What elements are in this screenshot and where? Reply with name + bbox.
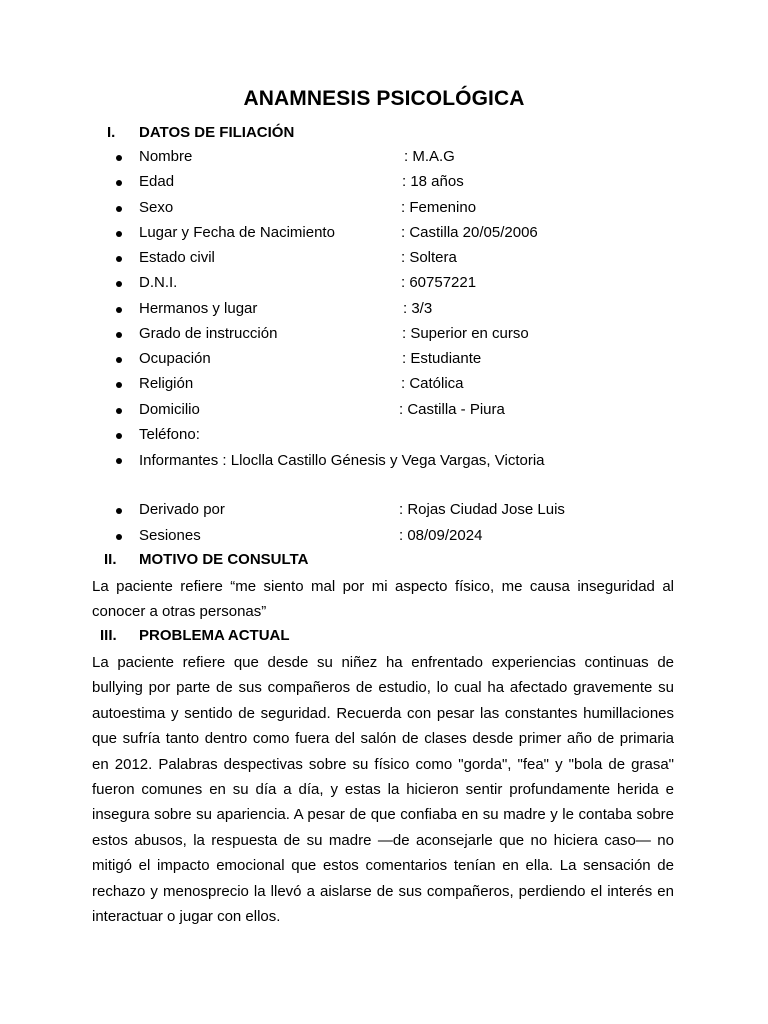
field-domicilio <box>0 401 768 423</box>
bullet-icon <box>116 281 122 287</box>
field-label: Estado civil <box>139 249 215 266</box>
field-label: Ocupación <box>139 350 211 367</box>
field-derivado-por <box>0 501 768 523</box>
field-value: : Castilla 20/05/2006 <box>401 224 538 241</box>
section-number: III. <box>100 627 117 644</box>
bullet-icon <box>116 357 122 363</box>
field-estado-civil <box>0 249 768 271</box>
section-title: DATOS DE FILIACIÓN <box>139 124 295 141</box>
bullet-icon <box>116 155 122 161</box>
field-value: : 60757221 <box>401 274 477 291</box>
field-grado-instruccion <box>0 325 768 347</box>
field-label: Hermanos y lugar <box>139 300 258 317</box>
field-label: Sesiones <box>139 527 201 544</box>
document-title: ANAMNESIS PSICOLÓGICA <box>243 87 525 110</box>
field-value: : Femenino <box>401 199 477 216</box>
field-nombre <box>0 148 768 170</box>
field-label: Domicilio <box>139 401 200 418</box>
field-label: Lugar y Fecha de Nacimiento <box>139 224 335 241</box>
field-value: : Lloclla Castillo Génesis y Vega Vargas, Victoria <box>222 452 545 469</box>
bullet-icon <box>116 180 122 186</box>
field-value: : Rojas Ciudad Jose Luis <box>399 501 565 518</box>
field-label: Edad <box>139 173 175 190</box>
section-title: PROBLEMA ACTUAL <box>139 627 290 644</box>
field-edad <box>0 173 768 195</box>
field-sexo <box>0 199 768 221</box>
field-value: : Castilla - Piura <box>399 401 505 418</box>
bullet-icon <box>116 382 122 388</box>
field-lugar-fecha-nacimiento <box>0 224 768 246</box>
problema-actual-paragraph: La paciente refiere que desde su niñez ha enfrentado experiencias continuas de bullying por parte de sus compañeros de estudio, lo cual ha afectado gravemente su autoestima y sentido de seguridad. Recuerda con pesar las constantes humillaciones que sufría tanto dentro como fuera del salón de clases desde primer año de primaria en 2012. Palabras despectivas sobre su físico como "gorda", "fea" y "bola de grasa" fueron comunes en su día a día, y estas la hicieron sentir profundamente herida e insegura sobre su apariencia. A pesar de que confiaba en su madre y le contaba sobre estos abusos, la respuesta de su madre —de aconsejarle que no hiciera caso— no mitigó el impacto emocional que estos comentarios tenían en ella. La sensación de rechazo y menosprecio la llevó a aislarse de sus compañeros, perdiendo el interés en interactuar o jugar con ellos. <box>92 654 674 926</box>
field-informantes <box>0 451 768 503</box>
field-label: Teléfono: <box>139 426 200 443</box>
field-sesiones <box>0 527 768 549</box>
bullet-icon <box>116 508 122 514</box>
bullet-icon <box>116 206 122 212</box>
section-number: I. <box>107 124 116 141</box>
section-title: MOTIVO DE CONSULTA <box>139 551 309 568</box>
bullet-icon <box>116 408 122 414</box>
field-label: Grado de instrucción <box>139 325 278 342</box>
bullet-icon <box>116 534 122 540</box>
field-value: : Católica <box>401 375 464 392</box>
bullet-icon <box>116 256 122 262</box>
informantes-text <box>139 448 674 473</box>
field-label: Religión <box>139 375 194 392</box>
bullet-icon <box>116 332 122 338</box>
bullet-icon <box>116 231 122 237</box>
field-value: : M.A.G <box>404 148 455 165</box>
field-value: : Superior en curso <box>402 325 529 342</box>
field-label: Derivado por <box>139 501 225 518</box>
field-label: D.N.I. <box>139 274 178 291</box>
field-value: : Estudiante <box>402 350 482 367</box>
section-number: II. <box>104 551 117 568</box>
field-label: Sexo <box>139 199 174 216</box>
field-value: : 18 años <box>402 173 464 190</box>
field-value: : 3/3 <box>403 300 433 317</box>
bullet-icon <box>116 458 122 464</box>
field-ocupacion <box>0 350 768 372</box>
field-hermanos-lugar <box>0 300 768 322</box>
field-label: Nombre <box>139 148 193 165</box>
bullet-icon <box>116 433 122 439</box>
field-value: : 08/09/2024 <box>399 527 483 544</box>
field-telefono <box>0 426 768 448</box>
field-religion <box>0 375 768 397</box>
bullet-icon <box>116 307 122 313</box>
field-label: Informantes <box>139 452 219 469</box>
motivo-consulta-paragraph: La paciente refiere “me siento mal por mi aspecto físico, me causa inseguridad al conocer a otras personas” <box>92 578 674 621</box>
field-dni <box>0 274 768 296</box>
field-value: : Soltera <box>401 249 457 266</box>
